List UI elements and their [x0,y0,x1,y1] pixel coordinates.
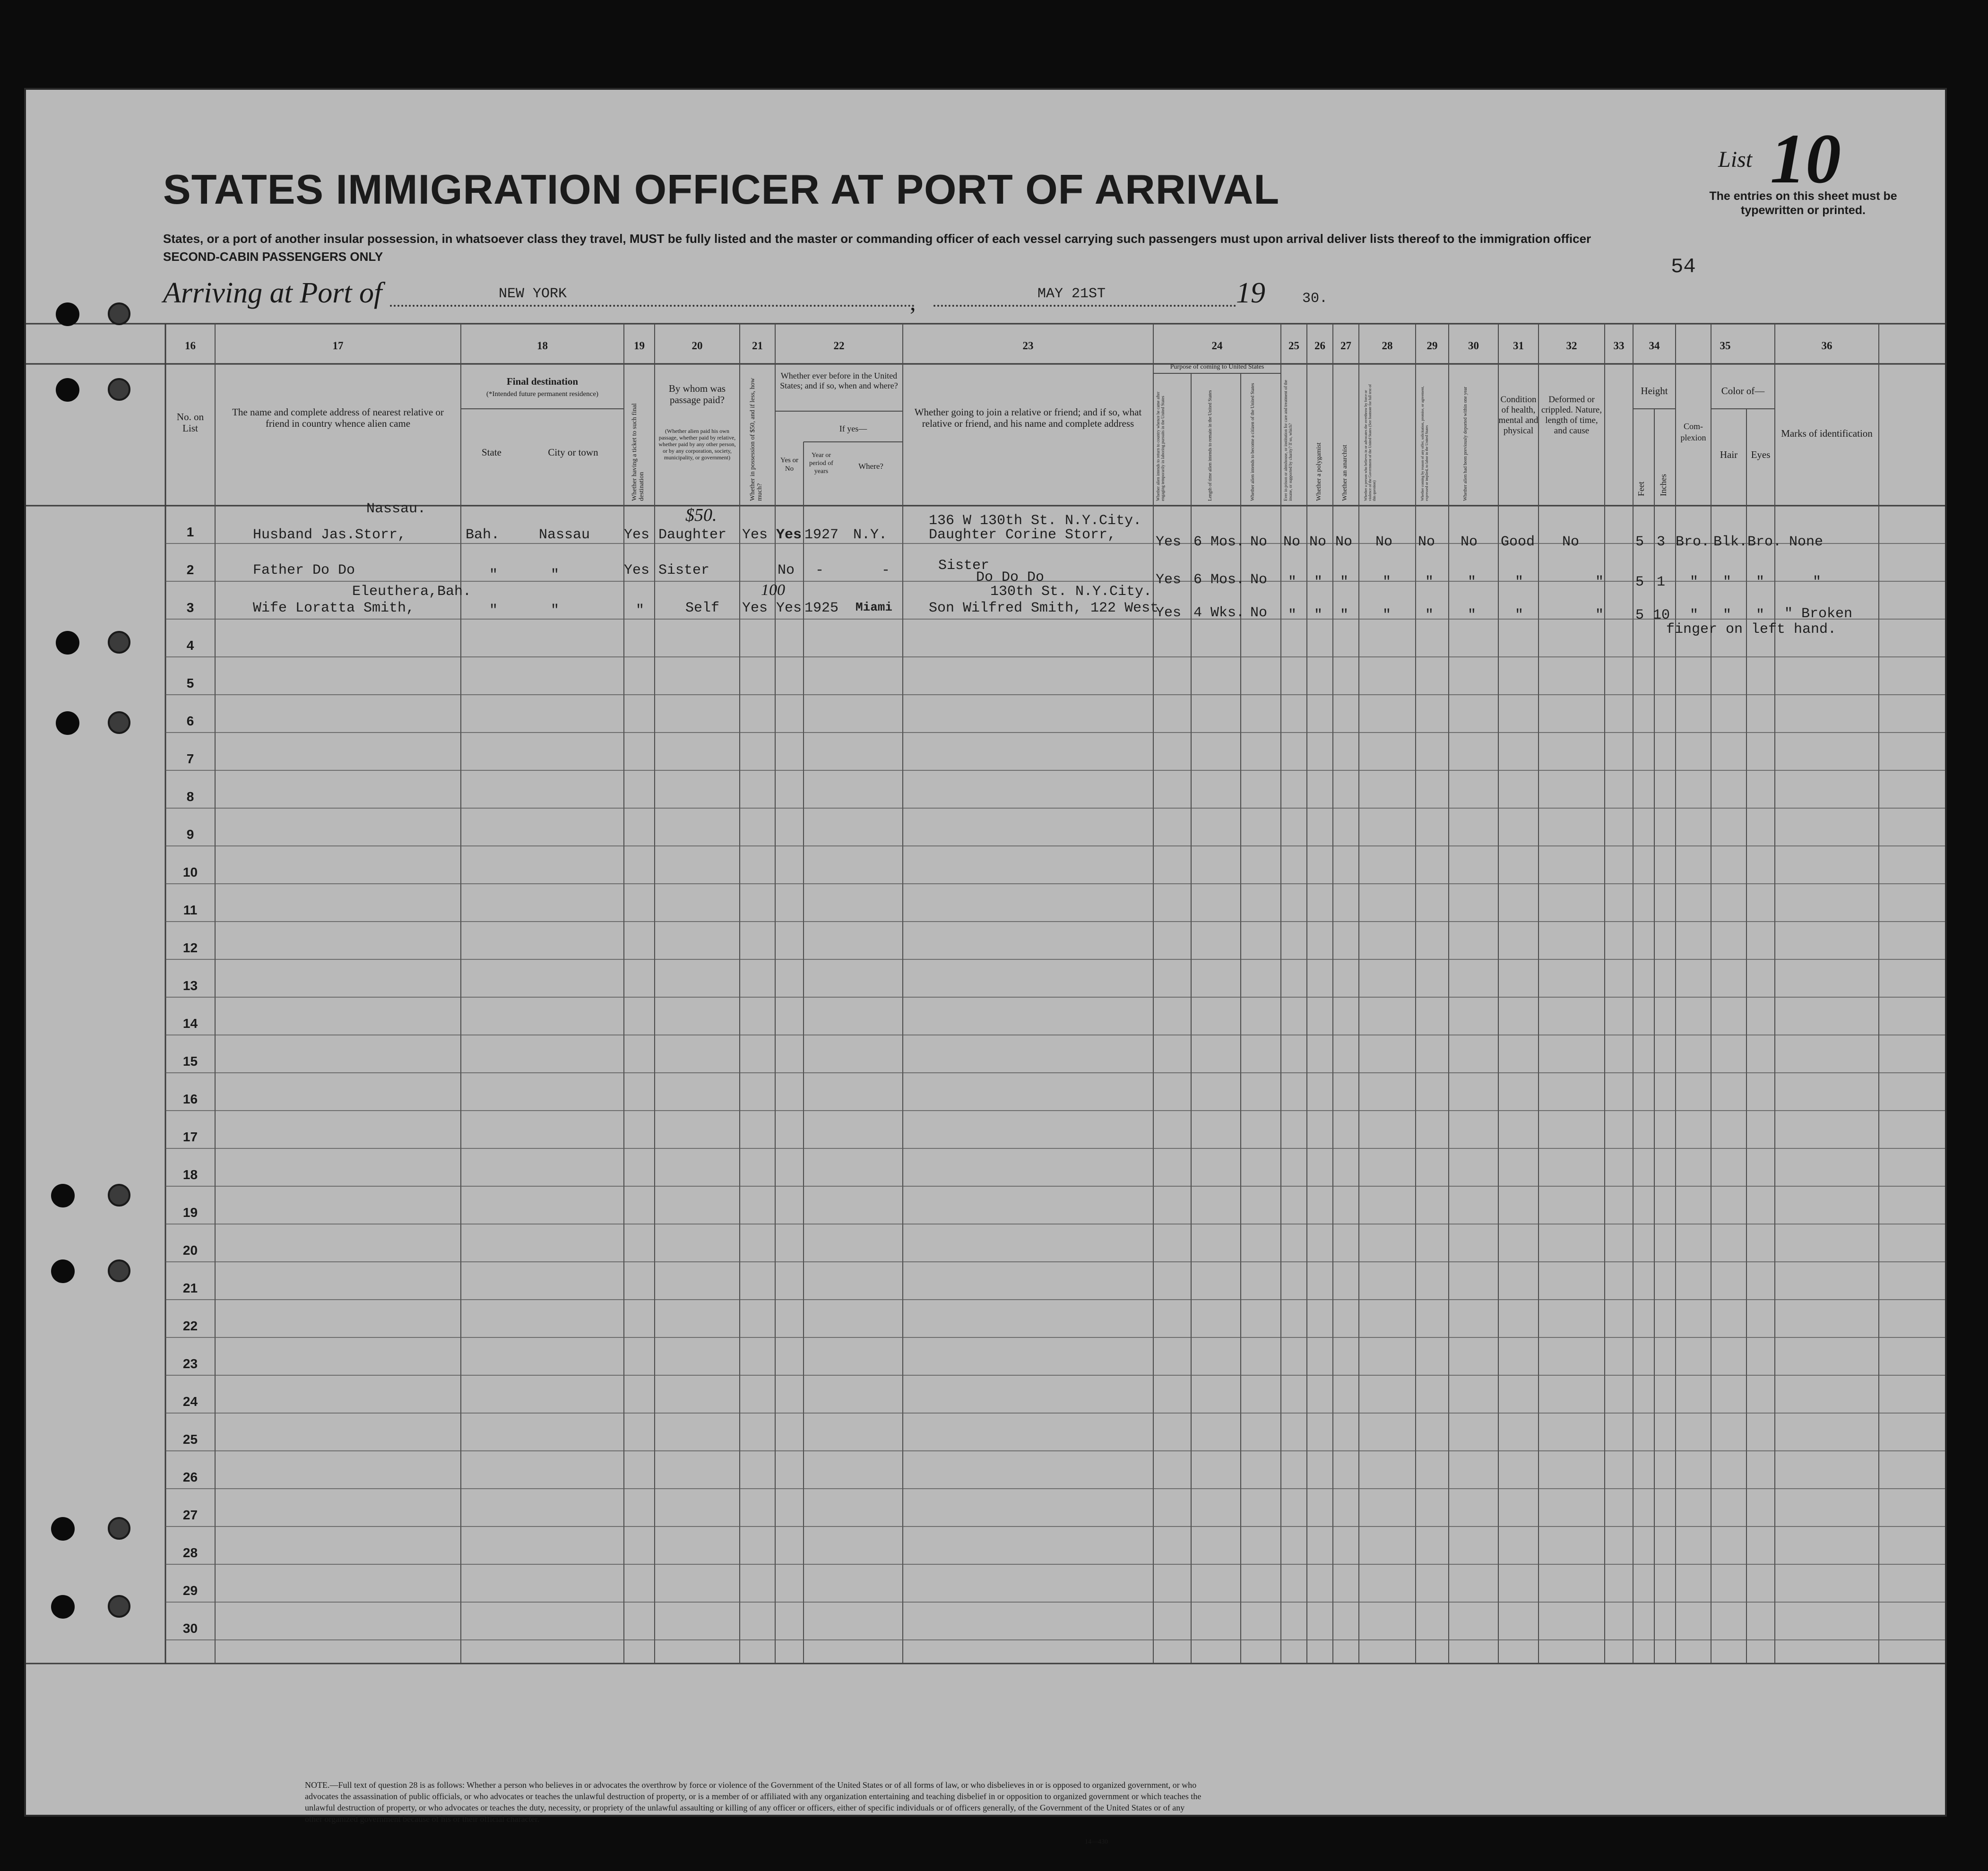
list-number: 10 [1770,120,1841,198]
row3-purpose-c: No [1250,605,1268,621]
row2-eyes: " [1756,574,1765,590]
row-number: 5 [186,676,194,690]
row1-paid-by: Daughter [658,527,727,543]
header-eyes: Eyes [1751,449,1771,460]
col-32: 32 [1566,340,1577,352]
arrival-date: MAY 21ST [1037,286,1106,302]
row-number: 30 [182,1621,198,1636]
col-17: 17 [332,340,344,352]
row2-before: No [778,562,795,578]
col-28: 28 [1382,340,1393,352]
footnote-question-28: NOTE.—Full text of question 28 is as follows: Whether a person who believes in or advocates the overthrow by force or violence of the Government of the United States or of all forms of law, or who disbelieves in or is opposed to organized government, or who advocates the assassination of public officials, or who advocates or teaches the unlawful destruction of property, or is a member of or affiliated with any organization entertaining and teaching disbelief in or opposition to organized government or which teaches the unlawful destruction of property, or who advocates or teaches the duty, necessity, or propriety of the unlawful assaulting or killing of any officer or officers, either of specific individuals or of officers generally, of the Government of the United States or of any other organized government because of his or their official character. [305,1780,1201,1824]
row3-complexion: " [1690,607,1699,623]
punch-hole [56,302,79,326]
row1-city: Nassau [539,527,590,543]
header-complexion: Com- plexion [1680,422,1706,442]
row2-c25: " [1288,574,1297,590]
header-where: Where? [858,462,883,471]
row-number: 14 [182,1016,198,1031]
row2-where: - [882,562,890,578]
row-number: 18 [182,1167,198,1182]
row1-c27: No [1335,534,1353,550]
row-number: 22 [182,1319,198,1333]
row3-paid-note: 100 [761,581,785,599]
row1-money: Yes [742,527,768,543]
col-22: 22 [833,340,845,352]
header-possession-50: Whether in possession of $50, and if less, how much? [749,378,763,501]
row3-relative-top: Eleuthera,Bah. [352,584,472,600]
comma: , [910,289,916,315]
header-nearest-relative: The name and complete address of nearest relative or friend in country whence alien came [232,406,444,429]
manifest-sheet [26,90,1945,1845]
row1-hair: Blk. [1713,534,1748,550]
row1-year: 1927 [804,527,839,543]
row-number: 17 [182,1129,198,1144]
row3-purpose-b: 4 Wks. [1193,605,1245,621]
row2-hair: " [1723,574,1732,590]
punch-hole [56,378,79,402]
punch-hole [108,1184,130,1207]
row2-complexion: " [1690,574,1699,590]
row1-deformed: No [1562,534,1580,550]
punch-hole [51,1595,75,1619]
row3-eyes: " [1756,607,1765,623]
col-20: 20 [691,340,703,352]
row3-before: Yes [776,600,802,616]
col-29: 29 [1426,340,1438,352]
row1-join: Daughter Corine Storr, [929,527,1116,543]
row1-relative-top: Nassau. [366,501,426,517]
row3-purpose-a: Yes [1156,605,1182,621]
header-purpose-c: Whether alien intends to become a citizen of the United States [1250,383,1255,501]
row-number: 6 [186,714,194,728]
header-final-destination-note: (*Intended future permanent residence) [486,390,598,398]
row3-marks: " Broken [1784,606,1853,622]
row2-deformed: " [1595,574,1604,590]
col-25: 25 [1288,340,1299,352]
year-prefix: 19 [1236,277,1265,309]
row-number: 4 [186,638,194,653]
row3-join: Son Wilfred Smith, 122 West [929,600,1159,616]
row2-inches: 1 [1657,574,1666,590]
punch-hole [51,1184,75,1207]
arriving-label: Arriving at Port of [163,277,382,309]
row1-purpose-b: 6 Mos. [1193,534,1245,550]
header-polygamist: Whether a polygamist [1315,442,1322,501]
row1-purpose-c: No [1250,534,1268,550]
header-final-destination: Final destination [506,376,579,387]
row1-before: Yes [776,527,802,543]
row1-c30: No [1461,534,1478,550]
row1-ticket: Yes [624,527,650,543]
row3-feet: 5 [1635,607,1644,623]
punch-hole [108,631,130,654]
row2-c29: " [1425,574,1434,590]
row2-year: - [815,562,824,578]
row2-health: " [1515,574,1524,590]
punch-hole [51,1259,75,1283]
row1-state: Bah. [466,527,500,543]
row3-year: 1925 [804,600,839,616]
row3-c26: " [1314,607,1323,623]
row2-marks: " [1813,574,1822,590]
row-number: 16 [182,1092,198,1106]
header-offer-labor: Whether coming by reason of any offer, solicitation, promise, or agreement, expressed or implied, to labor in the United States [1420,386,1429,501]
header-ticket: Whether having a ticket to such final destination [631,403,645,501]
header-purpose: Purpose of coming to United States [1170,363,1264,371]
row3-c27: " [1340,607,1349,623]
row-number: 2 [186,562,194,577]
row1-join-top: 136 W 130th St. N.Y.City. [929,513,1142,529]
row-number: 29 [182,1583,198,1598]
col-23: 23 [1022,340,1034,352]
row3-relative: Wife Loratta Smith, [253,600,415,616]
header-by-whom-paid: By whom was passage paid? [668,383,726,405]
row-number: 27 [182,1508,198,1522]
row1-where: N.Y. [853,527,888,543]
col-26: 26 [1314,340,1325,352]
row3-health: " [1515,607,1524,623]
row-number: 28 [182,1545,198,1560]
row3-c28: " [1383,607,1392,623]
header-if-yes: If yes— [839,424,867,433]
row2-purpose-a: Yes [1156,572,1182,588]
row2-c26: " [1314,574,1323,590]
row2-c30: " [1468,574,1477,590]
page-title: STATES IMMIGRATION OFFICER AT PORT OF ARRIVAL [163,166,1280,213]
header-deported: Whether alien had been previously deported within one year [1463,387,1468,501]
header-purpose-b: Length of time alien intends to remain in the United States [1208,390,1213,501]
row-number: 19 [182,1205,198,1220]
date-dotted-line [933,305,1236,307]
header-health: Condition of health, mental and physical [1498,395,1539,436]
row-number: 8 [186,789,194,804]
row-number: 25 [182,1432,198,1447]
header-instruction: States, or a port of another insular possession, in whatsoever class they travel, MUST be fully listed and the master or commanding officer of each vessel carrying such passengers must upon arrival deliver lists thereof to the immigration officer [163,232,1591,246]
punch-hole [56,711,79,735]
row-number: 21 [182,1281,198,1295]
row3-city: " [551,603,560,619]
header-anarchist: Whether an anarchist [1341,445,1348,501]
row1-purpose-a: Yes [1156,534,1182,550]
header-color-of: Color of— [1721,385,1765,397]
header-overthrow: Whether a person who believes in or advocates the overthrow by force or violence of the Government of the United States (See footnote for full text of this question) [1364,384,1376,501]
col-33: 33 [1613,340,1625,352]
row1-relative: Husband Jas.Storr, [253,527,406,543]
row-number: 26 [182,1470,198,1484]
col-27: 27 [1340,340,1351,352]
form-number: 14—430 [1085,1838,1108,1845]
row3-ticket: " [636,603,645,619]
year-suffix: 30. [1302,291,1328,307]
row1-eyes: Bro. [1747,534,1782,550]
row-number: 23 [182,1356,198,1371]
col-34: 34 [1649,340,1660,352]
header-purpose-a: Whether alien intends to return to country whence he came after engaging temporarily in laboring pursuits in the United States [1156,391,1165,501]
row-number: 12 [182,940,198,955]
punch-hole [108,1517,130,1540]
row1-complexion: Bro. [1676,534,1710,550]
row2-purpose-b: 6 Mos. [1193,572,1245,588]
col-36: 36 [1821,340,1832,352]
row3-join-top: 130th St. N.Y.City. [990,584,1152,600]
row2-join: Do Do Do [976,569,1045,586]
header-by-whom-note: (Whether alien paid his own passage, whether paid by relative, whether paid by any other person, or by any corporation, society, municipality, or government) [658,428,736,461]
header-hair: Hair [1720,449,1738,460]
row1-c29: No [1418,534,1435,550]
row-number: 10 [182,865,198,879]
row2-city: " [551,567,560,583]
row2-join-top: Sister [938,558,990,574]
row1-c28: No [1375,534,1393,550]
row2-relative: Father Do Do [253,562,355,578]
row2-state: " [489,567,498,583]
row-number: 3 [186,600,194,615]
header-prison: Ever in prison or almshouse, or institution for care and treatment of the insane, or supported by charity? If so, which? [1283,379,1293,501]
header-year-period: Year or period of years [809,452,833,475]
punch-hole [56,631,79,655]
punch-hole [108,378,130,401]
row-number: 7 [186,751,194,766]
row3-marks-continued: finger on left hand. [1666,621,1837,638]
row-number: 15 [182,1054,198,1069]
row1-health: Good [1501,534,1535,550]
row1-marks: None [1789,534,1824,550]
punch-hole [108,302,130,325]
row-number: 11 [183,903,198,917]
header-city: City or town [548,447,598,458]
row1-paid-note: $50. [685,505,717,525]
row2-feet: 5 [1635,574,1644,590]
row-number: 1 [186,525,194,539]
header-feet: Feet [1636,482,1646,496]
col-16: 16 [185,340,196,352]
col-30: 30 [1468,340,1479,352]
header-join-relative: Whether going to join a relative or friend; and if so, what relative or friend, and his name and complete address [914,406,1142,429]
row2-ticket: Yes [624,562,650,578]
header-no-on-list: No. on List [176,411,204,434]
header-deformed: Deformed or crippled. Nature, length of time, and cause [1541,395,1602,436]
port-dotted-line [390,305,915,307]
row3-where: Miami [856,600,893,614]
list-label: List [1718,147,1753,172]
row3-c30: " [1468,607,1477,623]
row3-state: " [489,603,498,619]
header-yes-or-no: Yes or No [780,457,799,473]
header-state: State [482,447,501,458]
row3-deformed: " [1595,607,1604,623]
row-number: 24 [182,1394,198,1409]
row-number: 20 [182,1243,198,1258]
cabin-class: SECOND-CABIN PASSENGERS ONLY [163,250,383,264]
sheet-number: 54 [1671,255,1696,279]
row1-inches: 3 [1657,534,1666,550]
row3-c29: " [1425,607,1434,623]
header-ever-before: Whether ever before in the United States; and if so, when and where? [780,371,898,390]
row1-feet: 5 [1635,534,1644,550]
punch-hole [51,1517,75,1541]
row-number: 13 [182,978,198,993]
row3-inches: 10 [1653,607,1670,623]
header-inches: Inches [1659,474,1668,496]
row1-c26: No [1309,534,1327,550]
col-31: 31 [1513,340,1524,352]
row2-purpose-c: No [1250,572,1268,588]
punch-hole [108,711,130,734]
col-19: 19 [634,340,645,352]
row3-money: Yes [742,600,768,616]
col-24: 24 [1211,340,1223,352]
port-of-arrival: NEW YORK [499,286,567,302]
row3-hair: " [1723,607,1732,623]
typewritten-instruction: The entries on this sheet must be typewritten or printed. [1709,190,1897,217]
row2-paid-by: Sister [658,562,710,578]
row2-c28: " [1383,574,1392,590]
col-21: 21 [752,340,763,352]
header-height: Height [1641,385,1668,397]
punch-hole [108,1595,130,1618]
row1-c25: No [1283,534,1301,550]
row3-paid-by: Self [685,600,720,616]
row3-c25: " [1288,607,1297,623]
punch-hole [108,1259,130,1282]
header-marks: Marks of identification [1781,428,1873,439]
row-number: 9 [186,827,194,842]
col-35: 35 [1720,340,1731,352]
col-18: 18 [537,340,548,352]
row2-c27: " [1340,574,1349,590]
